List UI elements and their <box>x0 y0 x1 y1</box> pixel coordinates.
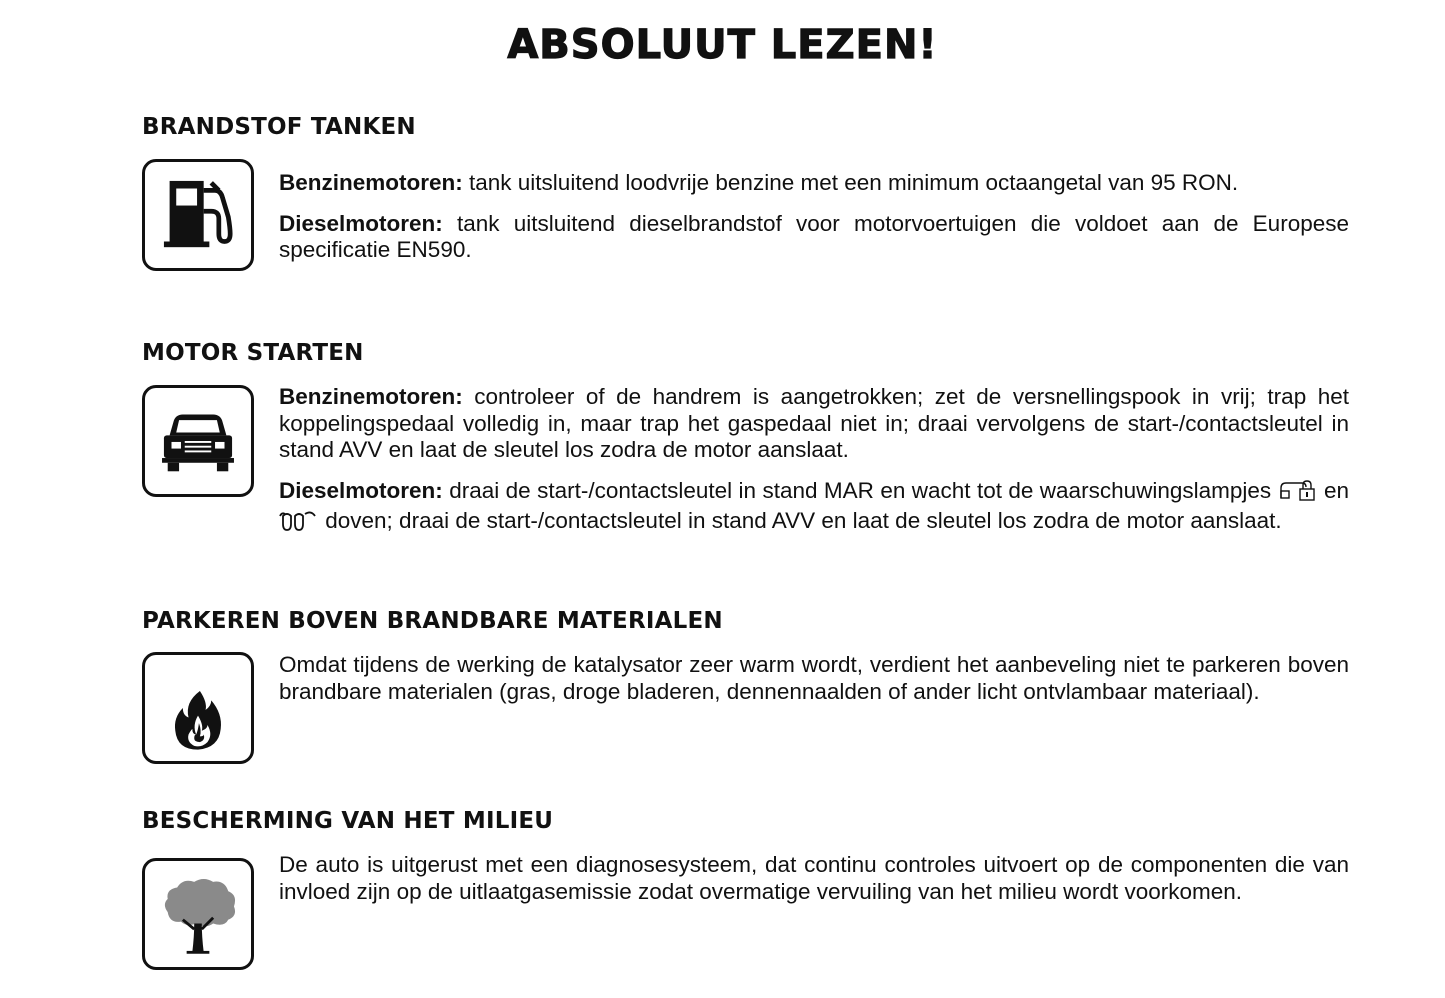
section-heading: BRANDSTOF TANKEN <box>142 114 416 140</box>
environment-paragraph: De auto is uitgerust met een diagnosesysteem, dat continu controles uitvoert op de componenten die van invloed zijn op de uitlaatgasemissie zodat overmatige vervuiling van het milieu wordt voorkomen. <box>279 852 1349 904</box>
diesel-text-a: draai de start-/contactsleutel in stand MAR en wacht tot de waarschuwingslampjes <box>442 477 1278 503</box>
diesel-paragraph <box>279 211 1349 264</box>
petrol-paragraph <box>279 384 1349 464</box>
section-start-engine <box>142 340 1352 533</box>
tree-icon <box>142 858 254 970</box>
fuel-pump-icon <box>142 159 254 271</box>
parking-paragraph: Omdat tijdens de werking de katalysator zeer warm wordt, verdient het aanbeveling niet te parkeren boven brandbare materialen (gras, droge bladeren, dennennaalden of ander licht ontvlambaar materiaal). <box>279 652 1349 704</box>
diesel-paragraph <box>279 478 1349 539</box>
glow-plug-icon <box>279 510 319 539</box>
petrol-text: controleer of de handrem is aangetrokken; zet de versnellingspook in vrij; trap het koppelingspedaal volledig in, maar trap het gaspedaal niet in; draai vervolgens de start-/contactsleutel in stand AVV en laat de sleutel los zodra de motor aanslaat. <box>279 384 1349 462</box>
petrol-label: Benzinemotoren: <box>279 384 463 409</box>
diesel-label: Dieselmotoren: <box>279 210 443 236</box>
section-parking <box>142 608 1352 704</box>
section-heading: BESCHERMING VAN HET MILIEU <box>142 808 554 834</box>
immobilizer-warning-icon <box>1278 478 1318 509</box>
section-heading: PARKEREN BOVEN BRANDBARE MATERIALEN <box>142 608 723 634</box>
diesel-label: Dieselmotoren: <box>279 477 443 503</box>
section-fuel <box>142 114 1352 262</box>
petrol-paragraph <box>279 170 1349 197</box>
diesel-text-c: doven; draai de start-/contactsleutel in stand AVV en laat de sleutel los zodra de motor aanslaat. <box>319 508 1282 533</box>
petrol-text: tank uitsluitend loodvrije benzine met een minimum octaangetal van 95 RON. <box>462 170 1239 195</box>
section-environment <box>142 808 1352 904</box>
diesel-text: tank uitsluitend dieselbrandstof voor motorvoertuigen die voldoet aan de Europese specificatie EN590. <box>279 210 1349 262</box>
car-front-icon <box>142 385 254 497</box>
petrol-label: Benzinemotoren: <box>279 170 463 195</box>
page-title: ABSOLUUT LEZEN! <box>507 22 938 68</box>
diesel-text-b: en <box>1317 477 1349 503</box>
flame-icon <box>142 652 254 764</box>
section-heading: MOTOR STARTEN <box>142 340 364 366</box>
